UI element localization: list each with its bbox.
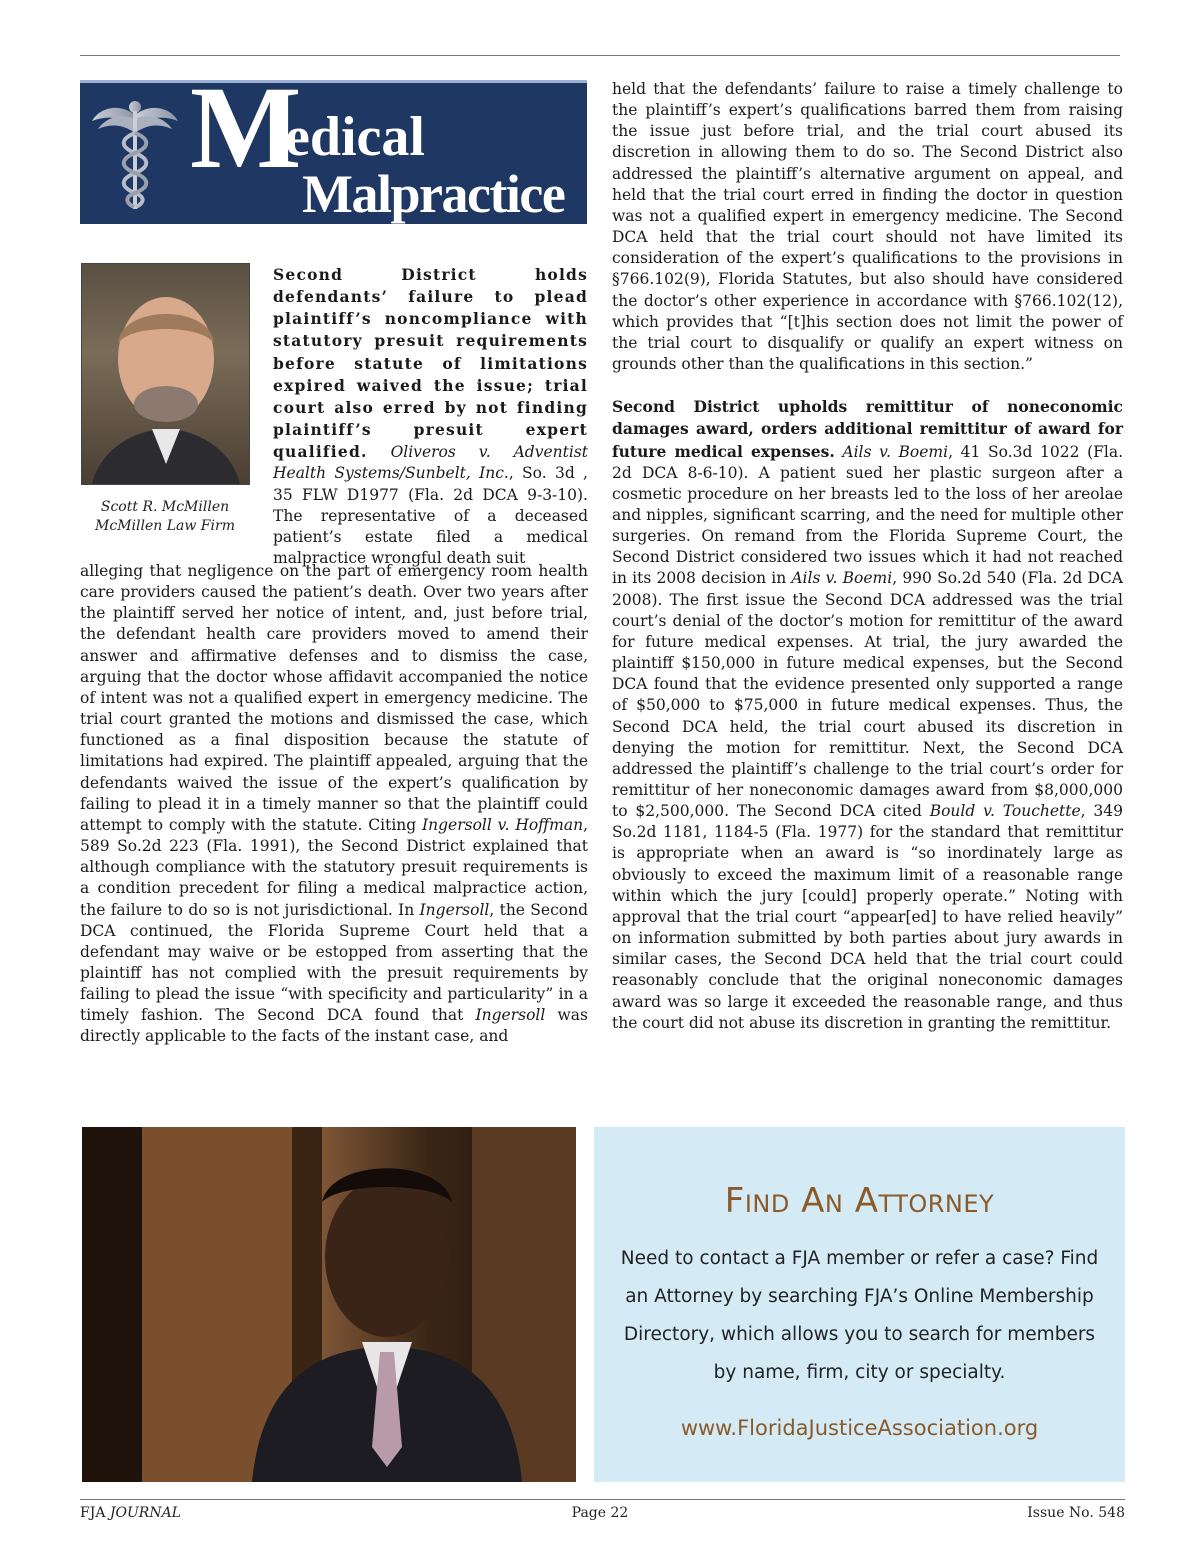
right-column bbox=[612, 79, 1123, 1034]
banner-big-letter: M bbox=[190, 80, 302, 193]
article1-body-text3: , the Second DCA continued, the Florida Supreme Court held that a defendant may waive or be estopped from asserting that the plaintiff has not complied with the presuit requirements by failing to plead the issue “with specificity and particularity” in a timely fashion. The Second DCA found that bbox=[80, 900, 588, 1025]
article2-body2: , 990 So.2d 540 (Fla. 2d DCA 2008). The first issue the Second DCA addressed was the trial court’s denial of the doctor’s motion for remittitur of the award for future medical expenses. At trial, the jury awarded the plaintiff $150,000 in future medical expenses, but the Second DCA found that the evidence presented only supported a range of $50,000 to $75,000 in future medical expenses. Thus, the Second DCA held, the trial court abused its discretion in denying the motion for remittitur. Next, the Second DCA addressed the plaintiff’s challenge to the trial court’s order for remittitur of her noneconomic damages award from $8,000,000 to $2,500,000. The Second DCA cited bbox=[612, 569, 1123, 821]
article1-ingersoll-ref2: Ingersoll bbox=[475, 1006, 546, 1025]
ad-body-line: by name, firm, city or specialty. bbox=[713, 1362, 1006, 1383]
article2-body1: A patient sued her plastic surgeon after a cosmetic procedure on her breasts led to the loss of her areolae and nipples, significant scarring, and the need for multiple other surgeries. On remand from the Florida Supreme Court, the Second District considered two issues which it had not reached in its 2008 decision in bbox=[612, 463, 1124, 588]
top-rule bbox=[80, 55, 1120, 56]
caduceus-icon bbox=[90, 93, 180, 213]
article1-cite-ingersoll-hoffman: Ingersoll v. Hoffman bbox=[422, 815, 584, 834]
article1-citation: , So. 3d , 35 FLW D1977 (Fla. 2d DCA 9-3-10). bbox=[273, 464, 588, 504]
footer-issue: Issue No. 548 bbox=[1027, 1505, 1125, 1521]
ad-title: Find An Attorney bbox=[724, 1181, 995, 1221]
article2-heading: Second District upholds remittitur of noneconomic damages award, orders additional remittitur of award for future medical expenses. bbox=[612, 397, 1123, 461]
bottom-rule bbox=[80, 1499, 1125, 1500]
article1-body-text2: , 589 So.2d 223 (Fla. 1991), the Second District explained that although compliance with the statutory presuit requirements is a condition precedent for filing a medical malpractice action, the failure to do so is not jurisdictional. In bbox=[80, 815, 589, 919]
article2-cite-bould: Bould v. Touchette bbox=[929, 802, 1081, 821]
ad-body-line: an Attorney by searching FJA’s Online Membership bbox=[625, 1286, 1094, 1307]
article2-cite-prior: Ails v. Boemi bbox=[791, 569, 893, 588]
footer-journal-name: JOURNAL bbox=[109, 1505, 181, 1521]
author-firm: McMillen Law Firm bbox=[95, 518, 235, 534]
author-photo bbox=[81, 263, 250, 485]
ad-body-line: Directory, which allows you to search for members bbox=[623, 1324, 1096, 1345]
article1-intro bbox=[273, 264, 588, 569]
footer-journal-prefix: FJA bbox=[80, 1505, 106, 1521]
ad-photo bbox=[82, 1127, 576, 1482]
article1-body-text4: was directly applicable to the facts of the instant case, and bbox=[80, 1006, 588, 1046]
section-banner bbox=[80, 80, 587, 224]
article2 bbox=[612, 396, 1123, 1034]
article1-case-name: Oliveros v. Adventist Health Systems/Sunbelt, Inc. bbox=[273, 443, 588, 483]
author-caption bbox=[80, 498, 250, 536]
author-name: Scott R. McMillen bbox=[100, 499, 230, 515]
article1-body-start: The representative of a deceased patient’s estate filed a medical malpractice wrongful death suit bbox=[273, 506, 588, 568]
article1-ingersoll-ref1: Ingersoll bbox=[419, 900, 490, 919]
banner-line2: Malpractice bbox=[302, 164, 565, 224]
article2-citation: , 41 So.3d 1022 (Fla. 2d DCA 8-6-10). bbox=[612, 442, 1124, 482]
article2-body3: , 349 So.2d 1181, 1184-5 (Fla. 1977) for the standard that remittitur is appropriate when an award is “so inordinately large as obviously to exceed the maximum limit of a reasonable range within which the jury [could] properly operate.” Noting with approval that the trial court “appear[ed] to have relied heavily” on information submitted by both parties about jury awards in similar cases, the Second DCA held that the trial court could reasonably conclude that the original noneconomic damages award was so large it exceeded the reasonable range, and thus the court did not abuse its discretion in granting the remittitur. bbox=[612, 802, 1123, 1032]
article1-right-continuation: held that the defendants’ failure to raise a timely challenge to the plaintiff’s expert’s qualifications barred them from raising the issue just before trial, and the trial court abused its discretion in allowing them to do so. The Second District also addressed the plaintiff’s alternative argument on appeal, and held that the trial court erred in finding the doctor in question was not a qualified expert in emergency medicine. The Second DCA held that the trial court should not have limited its consideration of the expert’s qualifications to the provisions in §766.102(9), Florida Statutes, but also should have considered the doctor’s other experience in accordance with §766.102(12), which provides that “[t]his section does not limit the power of the trial court to disqualify or qualify an expert witness on grounds other than the qualifications in this section.” bbox=[612, 80, 1123, 374]
article2-case-name: Ails v. Boemi bbox=[842, 442, 949, 461]
ad-url-link[interactable]: www.FloridaJusticeAssociation.org bbox=[680, 1416, 1039, 1440]
ad-body bbox=[604, 1240, 1115, 1392]
article1-body-text: alleging that negligence on the part of emergency room health care providers caused the patient’s death. Over two years after the plaintiff served her notice of intent, and, just before trial, the defendant health care providers moved to amend their answer and affirmative defenses and to dismiss the case, arguing that the doctor whose affidavit accompanied the notice of intent was not a qualified expert in emergency medicine. The trial court granted the motions and dismissed the case, which functioned as a final disposition because the statute of limitations had expired. The plaintiff appealed, arguing that the defendants waived the issue of the expert’s qualification by failing to plead it in a timely manner so that the plaintiff could attempt to comply with the statute. Citing bbox=[80, 562, 588, 834]
banner-line1: edical bbox=[285, 106, 425, 168]
article1-body bbox=[80, 561, 588, 1048]
footer-page-number: Page 22 bbox=[571, 1505, 629, 1521]
ad-body-line: Need to contact a FJA member or refer a case? Find bbox=[620, 1248, 1099, 1269]
find-attorney-ad[interactable] bbox=[594, 1127, 1125, 1482]
article1-heading: Second District holds defendants’ failure to plead plaintiff’s noncompliance with statutory presuit requirements before statute of limitations expired waived the issue; trial court also erred by not finding plaintiff’s presuit expert qualified. bbox=[273, 265, 588, 462]
